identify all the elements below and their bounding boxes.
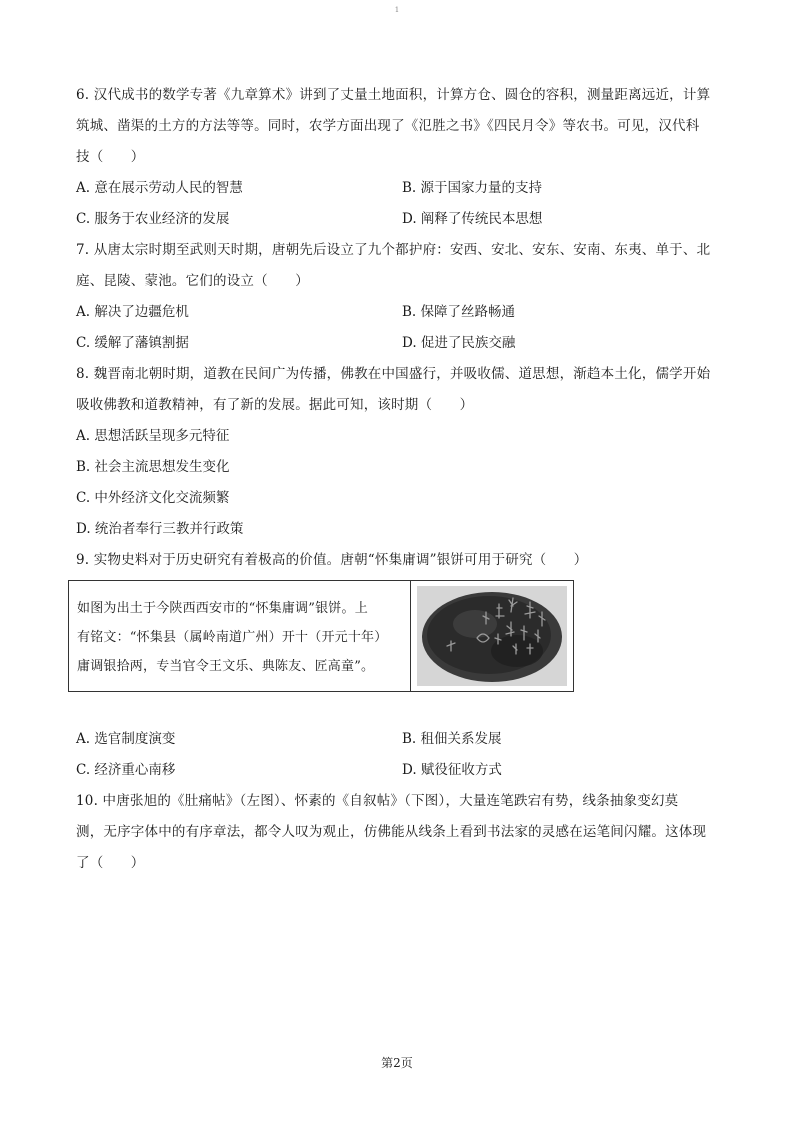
question-stem-line: 庭、昆陵、蒙池。它们的设立（ ）	[76, 273, 309, 289]
question-9	[76, 545, 722, 786]
question-7	[76, 235, 722, 359]
question-stem-line: 10. 中唐张旭的《肚痛帖》（左图）、怀素的《自叙帖》（下图），大量连笔跌宕有势，线条抽象变幻莫	[76, 793, 679, 809]
option-c: C. 中外经济文化交流频繁	[76, 490, 230, 506]
option-a: A. 思想活跃呈现多元特征	[76, 428, 230, 444]
option-b: B. 保障了丝路畅通	[402, 304, 516, 320]
question-stem-line: 6. 汉代成书的数学专著《九章算术》讲到了丈量土地面积，计算方仓、圆仓的容积，测量距离远近，计算	[76, 87, 711, 103]
question-stem-line: 筑城、凿渠的土方的方法等等。同时，农学方面出现了《氾胜之书》《四民月令》等农书。可见，汉代科	[76, 118, 700, 134]
question-stem-line: 了（ ）	[76, 855, 145, 871]
option-c: C. 缓解了藩镇割据	[76, 335, 189, 351]
page-number: 第2页	[381, 1056, 413, 1070]
question-list	[76, 80, 722, 879]
question-stem-line: 技（ ）	[76, 149, 145, 165]
option-d: D. 促进了民族交融	[402, 335, 516, 351]
option-b: B. 源于国家力量的支持	[402, 180, 543, 196]
option-a: A. 意在展示劳动人民的智慧	[76, 180, 243, 196]
material-text	[69, 581, 411, 691]
question-stem-line: 9. 实物史料对于历史研究有着极高的价值。唐朝“怀集庸调”银饼可用于研究（ ）	[76, 552, 588, 568]
question-stem-line: 7. 从唐太宗时期至武则天时期，唐朝先后设立了九个都护府：安西、安北、安东、安南、东夷、单于、北	[76, 242, 711, 258]
option-d: D. 赋役征收方式	[402, 762, 502, 778]
material-box	[68, 580, 574, 692]
question-stem-line: 8. 魏晋南北朝时期，道教在民间广为传播，佛教在中国盛行，并吸收儒、道思想，渐趋本土化，儒学开始	[76, 366, 711, 382]
option-a: A. 解决了边疆危机	[76, 304, 189, 320]
option-a: A. 选官制度演变	[76, 731, 176, 747]
silver-cake-photo	[417, 586, 567, 686]
question-6	[76, 80, 722, 235]
material-image-cell	[411, 581, 573, 691]
option-d: D. 阐释了传统民本思想	[402, 211, 543, 227]
material-text-line: 庸调银拾两，专当官令王文乐、典陈友、匠高童”。	[77, 659, 375, 674]
material-text-line: 有铭文：“怀集县（属岭南道广州）开十（开元十年）	[77, 630, 388, 645]
question-stem-line: 吸收佛教和道教精神，有了新的发展。据此可知，该时期（ ）	[76, 397, 474, 413]
option-c: C. 服务于农业经济的发展	[76, 211, 230, 227]
question-10	[76, 786, 722, 879]
material-text-line: 如图为出土于今陕西西安市的“怀集庸调”银饼。上	[77, 601, 368, 616]
option-b: B. 社会主流思想发生变化	[76, 459, 230, 475]
option-c: C. 经济重心南移	[76, 762, 176, 778]
option-b: B. 租佃关系发展	[402, 731, 502, 747]
question-stem-line: 测，无序字体中的有序章法，都令人叹为观止，仿佛能从线条上看到书法家的灵感在运笔间闪耀。这体现	[76, 824, 707, 840]
page-top-mark: 1	[394, 6, 400, 14]
option-d: D. 统治者奉行三教并行政策	[76, 521, 244, 537]
question-8	[76, 359, 722, 545]
